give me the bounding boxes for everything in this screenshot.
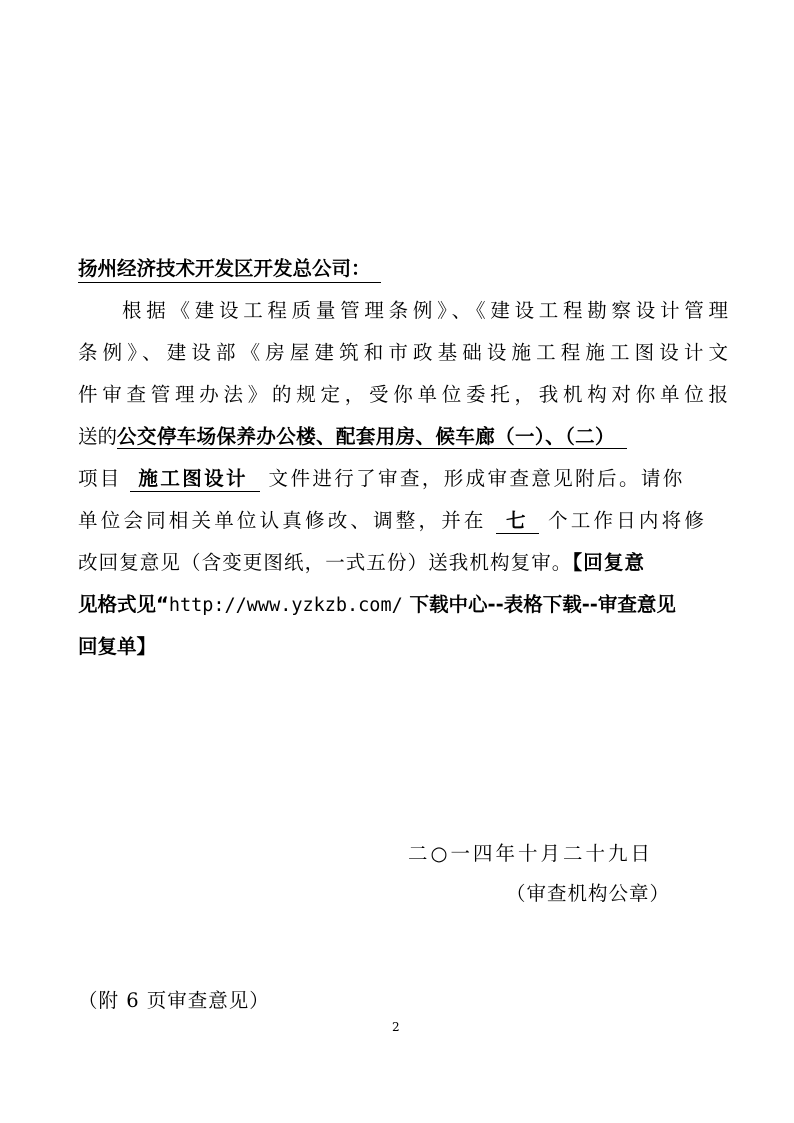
body-line-4-prefix: 送的 [78, 425, 118, 448]
body-line-4 [78, 422, 728, 452]
body-line-7 [78, 548, 728, 578]
body-line-6-prefix: 单位会同相关单位认真修改、调整，并在 [78, 509, 487, 532]
body-line-5-suffix: 文件进行了审查，形成审查意见附后。请你 [268, 467, 685, 490]
body-line-6-suffix: 个工作日内将修 [548, 509, 708, 532]
body-line-6 [78, 506, 728, 536]
official-seal-note: （审查机构公章） [506, 882, 671, 905]
body-line-2: 条例》、建设部《房屋建筑和市政基础设施工程施工图设计文 [78, 341, 728, 364]
body-line-1: 根据《建设工程质量管理条例》、《建设工程勘察设计管理 [122, 299, 728, 322]
body-line-8 [78, 590, 728, 621]
design-type: 施工图设计 [130, 467, 260, 492]
project-name: 公交停车场保养办公楼、配套用房、候车廊（一）、（二） [117, 425, 627, 449]
body-line-5 [78, 464, 728, 494]
body-line-5-prefix: 项目 [78, 467, 122, 490]
body-line-8-suffix: 下载中心--表格下载--审查意见 [402, 593, 676, 616]
addressee: 扬州经济技术开发区开发总公司： [78, 256, 381, 283]
issue-date: 二○一四年十月二十九日 [408, 842, 654, 865]
deadline-days: 七 [496, 509, 539, 534]
body-line-3: 件审查管理办法》的规定，受你单位委托，我机构对你单位报 [78, 383, 728, 406]
attachment-note: （附 6 页审查意见） [78, 989, 270, 1012]
body-line-7-text: 改回复意见（含变更图纸，一式五份）送我机构复审。 [78, 551, 573, 574]
body-line-7-bold: 【回复意 [572, 551, 646, 574]
body-line-9: 回复单】 [78, 635, 157, 658]
page-number: 2 [392, 1020, 400, 1034]
body-line-8-prefix: 见格式见“ [78, 593, 169, 616]
download-url: http://www.yzkzb.com/ [168, 595, 403, 616]
